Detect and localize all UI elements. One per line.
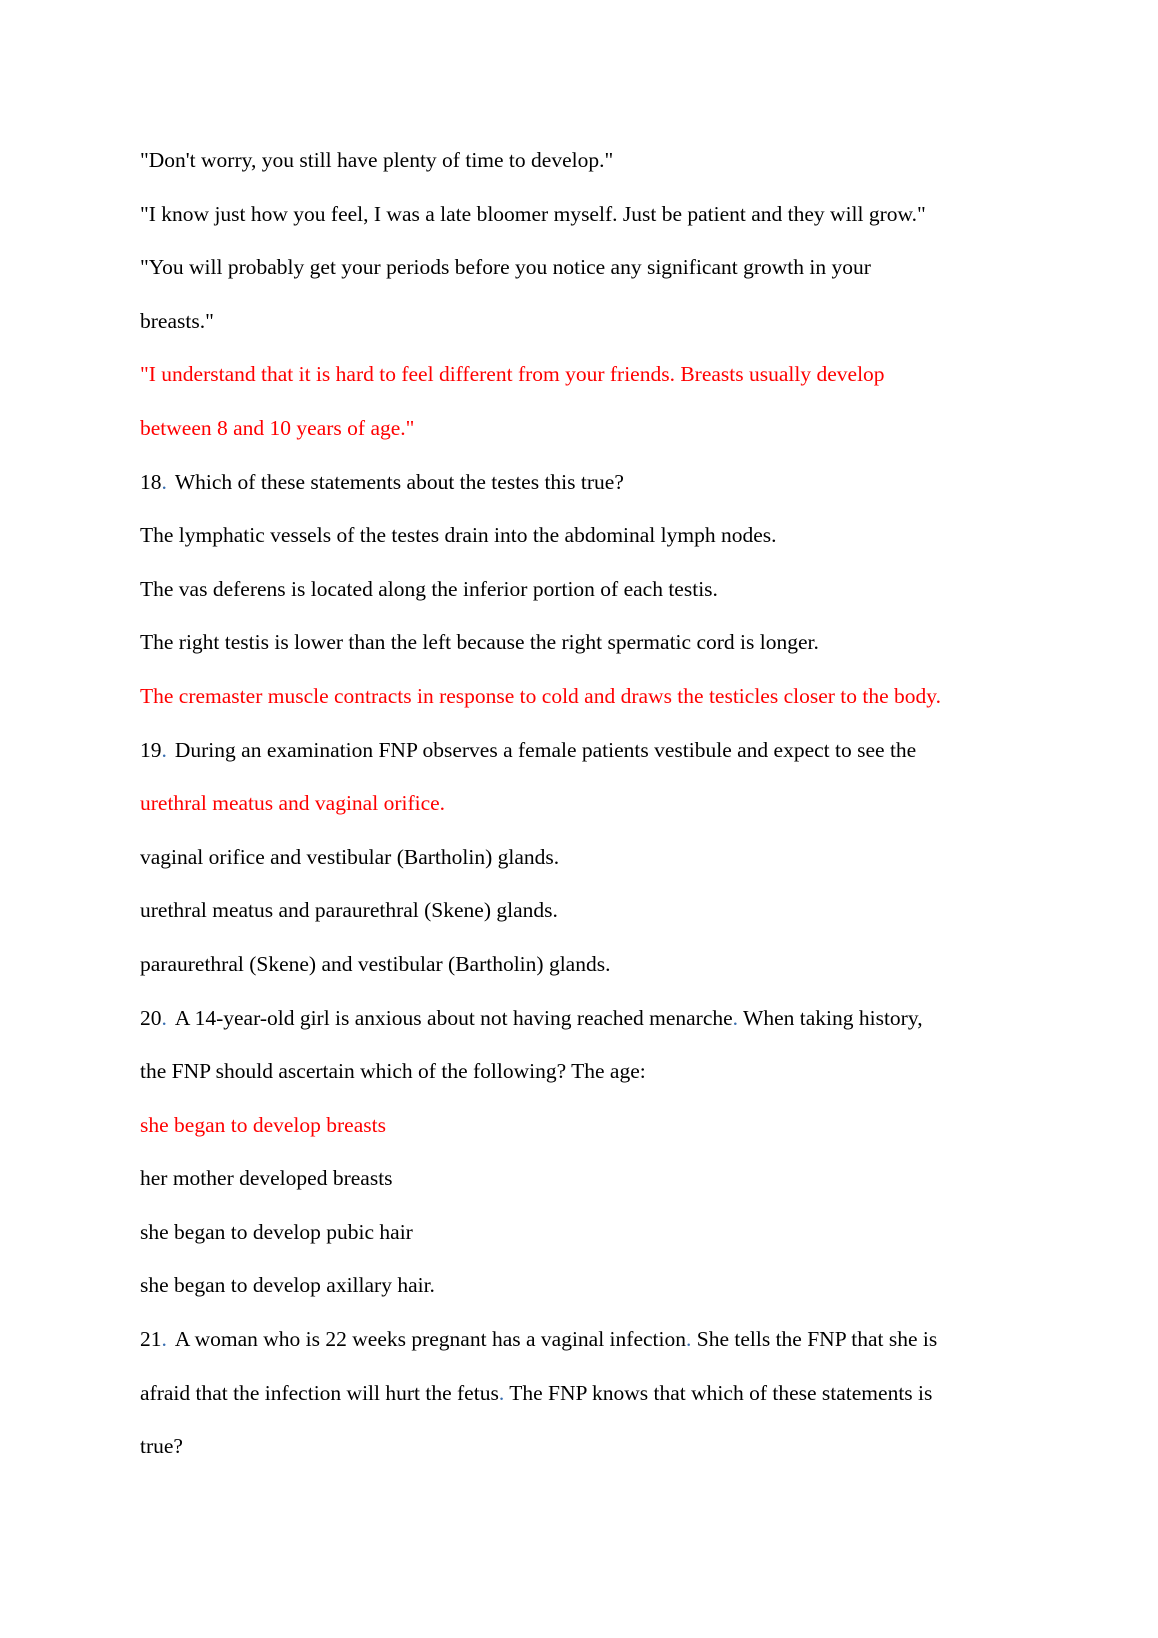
sentence-dot: . [498, 1380, 505, 1405]
question-21-continued: true? [140, 1434, 183, 1459]
question-text: The FNP knows that which of these statements is [509, 1380, 933, 1405]
q17-option: breasts." [140, 308, 214, 333]
question-number-dot: . [161, 1005, 167, 1030]
q19-correct-option: urethral meatus and vaginal orifice. [140, 791, 446, 816]
question-text: afraid that the infection will hurt the fetus [140, 1380, 499, 1405]
question-19 [140, 724, 1040, 778]
question-text: A 14-year-old girl is anxious about not having reached menarche [174, 1005, 733, 1030]
q20-correct-option: she began to develop breasts [140, 1112, 386, 1137]
q17-correct-option: "I understand that it is hard to feel different from your friends. Breasts usually develop [140, 362, 885, 387]
question-number: 18 [140, 469, 162, 494]
question-number-dot: . [161, 1327, 167, 1352]
question-21 [140, 1313, 1040, 1367]
q19-option: urethral meatus and paraurethral (Skene) glands. [140, 898, 558, 923]
question-text: A woman who is 22 weeks pregnant has a vaginal infection [174, 1327, 686, 1352]
q18-correct-option: The cremaster muscle contracts in response to cold and draws the testicles closer to the body. [140, 683, 942, 708]
q17-option: "You will probably get your periods before you notice any significant growth in your [140, 255, 871, 280]
question-21-continued [140, 1367, 1040, 1421]
document-page [140, 134, 1040, 1474]
q18-option: The vas deferens is located along the inferior portion of each testis. [140, 576, 718, 601]
q19-option: paraurethral (Skene) and vestibular (Bartholin) glands. [140, 951, 611, 976]
question-number: 19 [140, 737, 162, 762]
q19-option: vaginal orifice and vestibular (Bartholin) glands. [140, 844, 560, 869]
q17-option: "Don't worry, you still have plenty of time to develop." [140, 148, 614, 172]
q20-option: her mother developed breasts [140, 1166, 393, 1191]
question-20-continued: the FNP should ascertain which of the following? The age: [140, 1059, 646, 1084]
sentence-dot: . [732, 1005, 739, 1030]
question-number-dot: . [161, 737, 167, 762]
question-number: 20 [140, 1005, 162, 1030]
question-text: When taking history, [743, 1005, 923, 1030]
q18-option: The right testis is lower than the left because the right spermatic cord is longer. [140, 630, 819, 655]
q18-option: The lymphatic vessels of the testes drain into the abdominal lymph nodes. [140, 523, 777, 548]
question-18 [140, 456, 1040, 510]
question-number-dot: . [161, 469, 167, 494]
question-text: She tells the FNP that she is [696, 1327, 938, 1352]
question-20 [140, 992, 1040, 1046]
q20-option: she began to develop pubic hair [140, 1219, 413, 1244]
q17-option: "I know just how you feel, I was a late bloomer myself. Just be patient and they will grow." [140, 201, 926, 226]
question-number: 21 [140, 1327, 162, 1352]
q20-option: she began to develop axillary hair. [140, 1273, 435, 1298]
sentence-dot: . [685, 1327, 692, 1352]
question-text: Which of these statements about the testes this true? [174, 469, 624, 494]
question-text: During an examination FNP observes a female patients vestibule and expect to see the [174, 737, 917, 762]
q17-correct-option: between 8 and 10 years of age." [140, 415, 415, 440]
